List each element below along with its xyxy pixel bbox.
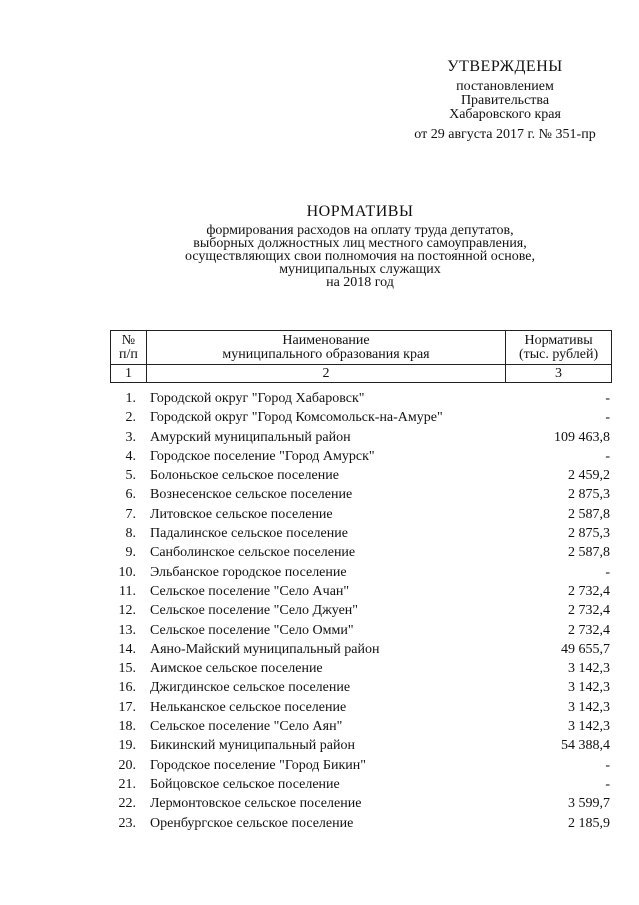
table-row: 13. Сельское поселение "Село Омми" 2 732,4 [118, 622, 610, 638]
table-row: 9. Санболинское сельское поселение 2 587,8 [125, 545, 610, 561]
table-row: 11. Сельское поселение "Село Ачан" 2 732,4 [119, 583, 610, 599]
table-body [110, 389, 610, 833]
table-row: 10. Эльбанское городское поселение - [118, 564, 610, 580]
approval-stamp [395, 60, 615, 142]
table-row: 19. Бикинский муниципальный район 54 388,4 [118, 738, 610, 754]
column-number-3: 3 [506, 365, 612, 383]
subtitle-line: муниципальных служащих [279, 262, 441, 277]
table-row: 23. Оренбургское сельское поселение 2 185,9 [118, 815, 610, 831]
column-number-1: 1 [111, 365, 147, 383]
approval-date: от 29 августа 2017 г. № 351-пр [414, 127, 596, 142]
table-row: 3. Амурский муниципальный район 109 463,8 [125, 429, 610, 445]
table-row: 22. Лермонтовское сельское поселение 3 599,7 [118, 796, 610, 812]
approval-heading: УТВЕРЖДЕНЫ [447, 58, 563, 75]
document-title-block [100, 205, 620, 289]
approval-line-1: постановлением [456, 79, 554, 94]
table-header [110, 330, 612, 383]
table-row: 16. Джигдинское сельское поселение 3 142,3 [118, 680, 610, 696]
table-row: 1. Городской округ "Город Хабаровск" - [125, 391, 610, 406]
approval-line-2: Правительства [460, 93, 550, 108]
table-row: 4. Городское поселение "Город Амурск" - [125, 448, 610, 464]
table-row: 15. Аимское сельское поселение 3 142,3 [118, 661, 610, 677]
header-num: № п/п [111, 331, 147, 365]
subtitle-line: осуществляющих свои полномочия на постоянной основе, [185, 249, 535, 264]
table-row: 12. Сельское поселение "Село Джуен" 2 732,4 [118, 603, 610, 619]
column-number-2: 2 [146, 365, 505, 383]
table-row: 6. Вознесенское сельское поселение 2 875,3 [125, 487, 610, 503]
approval-line-3: Хабаровского края [449, 107, 561, 122]
header-name: Наименование муниципального образования края [146, 331, 505, 365]
table-row: 7. Литовское сельское поселение 2 587,8 [125, 506, 610, 522]
subtitle-line: формирования расходов на оплату труда депутатов, [206, 223, 514, 238]
table-row: 5. Болоньское сельское поселение 2 459,2 [125, 468, 610, 484]
header-value: Нормативы (тыс. рублей) [506, 331, 612, 365]
subtitle-line: на 2018 год [326, 275, 394, 290]
table-row: 20. Городское поселение "Город Бикин" - [118, 757, 610, 773]
table-row: 8. Падалинское сельское поселение 2 875,3 [125, 526, 610, 542]
table-row: 17. Нельканское сельское поселение 3 142,3 [118, 699, 610, 715]
table-row: 2. Городской округ "Город Комсомольск-на-Амуре" - [125, 410, 610, 426]
table-row: 18. Сельское поселение "Село Аян" 3 142,3 [118, 719, 610, 735]
document-title: НОРМАТИВЫ [306, 203, 414, 220]
subtitle-line: выборных должностных лиц местного самоуправления, [193, 236, 527, 251]
table-row: 14. Аяно-Майский муниципальный район 49 655,7 [118, 641, 610, 657]
table-row: 21. Бойцовское сельское поселение - [118, 776, 610, 792]
